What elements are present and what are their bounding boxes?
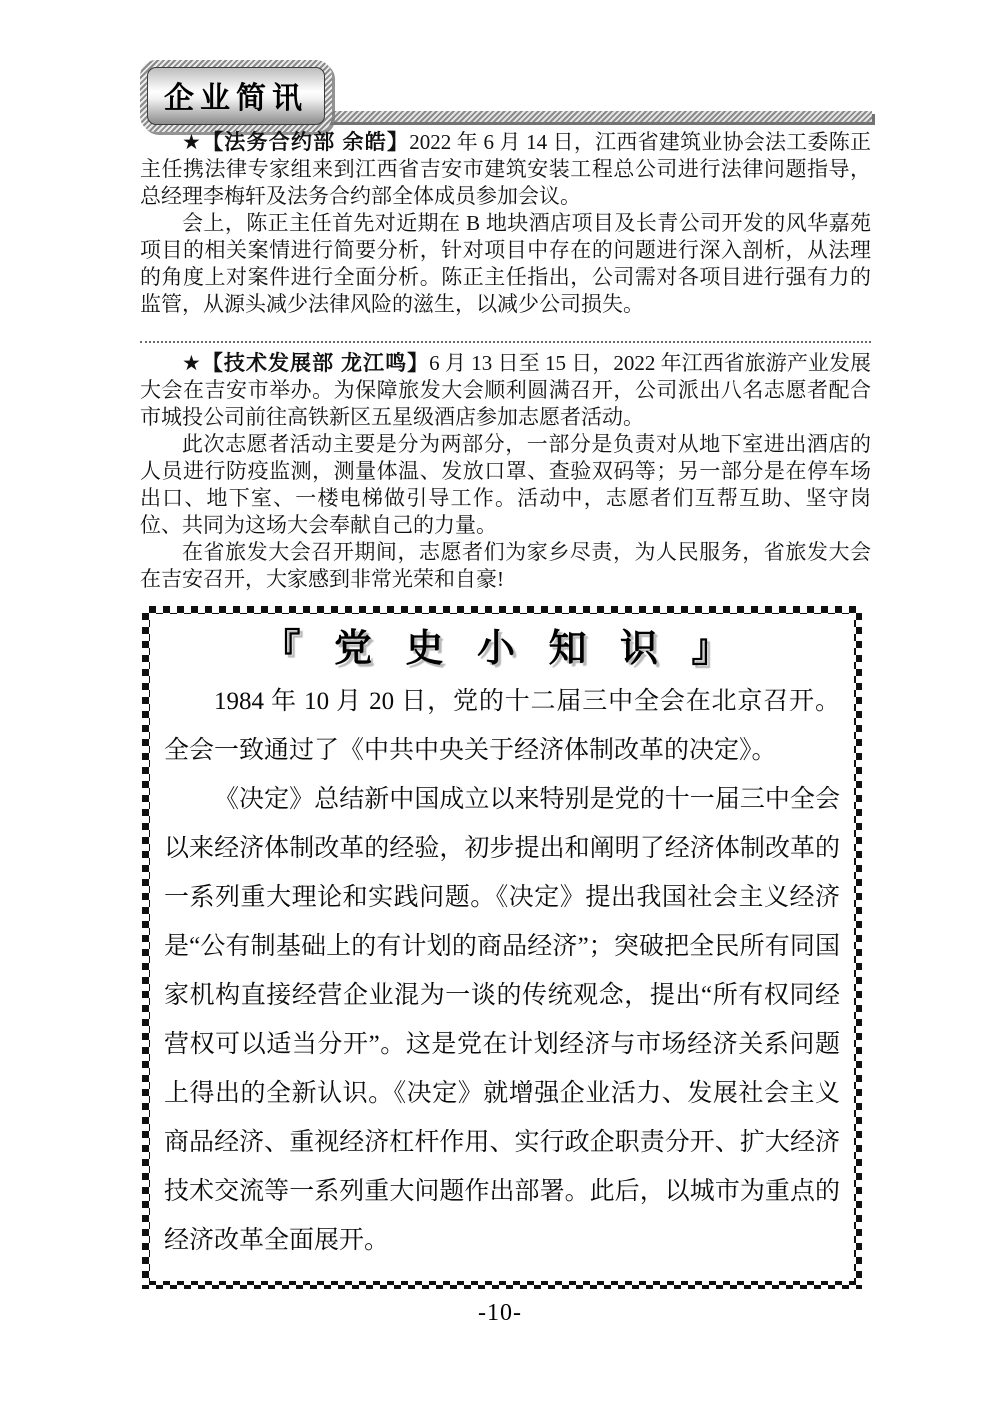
- box-paragraph: 1984 年 10 月 20 日，党的十二届三中全会在北京召开。全会一致通过了《中共中央关于经济体制改革的决定》。: [164, 688, 840, 764]
- main-content: [140, 129, 871, 1289]
- paragraph: 此次志愿者活动主要是分为两部分，一部分是负责对从地下室进出酒店的人员进行防疫监测，测量体温、发放口罩、查验双码等；另一部分是在停车场出口、地下室、一楼电梯做引导工作。活动中，志愿者们互帮互助、坚守岗位、共同为这场大会奉献自己的力量。: [140, 432, 871, 537]
- box-paragraph: 《决定》总结新中国成立以来特别是党的十一届三中全会以来经济体制改革的经验，初步提出和阐明了经济体制改革的一系列重大理论和实践问题。《决定》提出我国社会主义经济是“公有制基础上的有计划的商品经济”；突破把全民所有同国家机构直接经营企业混为一谈的传统观念，提出“所有权同经营权可以适当分开”。这是党在计划经济与市场经济关系问题上得出的全新认识。《决定》就增强企业活力、发展社会主义商品经济、重视经济杠杆作用、实行政企职责分开、扩大经济技术交流等一系列重大问题作出部署。此后，以城市为重点的经济改革全面展开。: [164, 786, 840, 1254]
- section-legal-news: [140, 129, 871, 318]
- party-history-box-body: [164, 677, 840, 1265]
- masthead: [0, 0, 1000, 128]
- page-footer: [0, 1300, 1000, 1327]
- newsletter-badge-label: 企业简讯: [147, 67, 325, 125]
- paragraph: 会上，陈正主任首先对近期在 B 地块酒店项目及长青公司开发的风华嘉苑项目的相关案情进行简要分析，针对项目中存在的问题进行深入剖析，从法理的角度上对案件进行全面分析。陈正主任指出，公司需对各项目进行强有力的监管，从源头减少法律风险的滋生，以减少公司损失。: [140, 211, 871, 316]
- section-volunteer-heading: ★【技术发展部 龙江鸣】: [182, 352, 430, 375]
- section-legal-heading: ★【法务合约部 余皓】: [182, 131, 410, 154]
- section-legal-intro: 2022 年 6 月 14 日，江西省建筑业协会法工委陈正主任携法律专家组来到江西省吉安市建筑安装工程总公司进行法律问题指导，总经理李梅轩及法务合约部全体成员参加会议。: [140, 130, 871, 208]
- section-volunteer-intro: 6 月 13 日至 15 日，2022 年江西省旅游产业发展大会在吉安市举办。为保障旅发大会顺利圆满召开，公司派出八名志愿者配合市城投公司前往高铁新区五星级酒店参加志愿者活动。: [140, 351, 872, 429]
- paragraph: [140, 350, 871, 431]
- paragraph: 在省旅发大会召开期间，志愿者们为家乡尽责，为人民服务，省旅发大会在吉安召开，大家感到非常光荣和自豪!: [140, 540, 871, 591]
- section-volunteer-news: [140, 350, 871, 593]
- newsletter-badge: [140, 60, 332, 132]
- party-history-box: [142, 606, 862, 1289]
- party-history-box-inner: [150, 614, 854, 1281]
- section-divider: [140, 341, 871, 343]
- paragraph: [140, 129, 871, 210]
- page-number: -10-: [478, 1300, 522, 1326]
- party-history-box-title: 『 党 史 小 知 识 』: [262, 628, 742, 670]
